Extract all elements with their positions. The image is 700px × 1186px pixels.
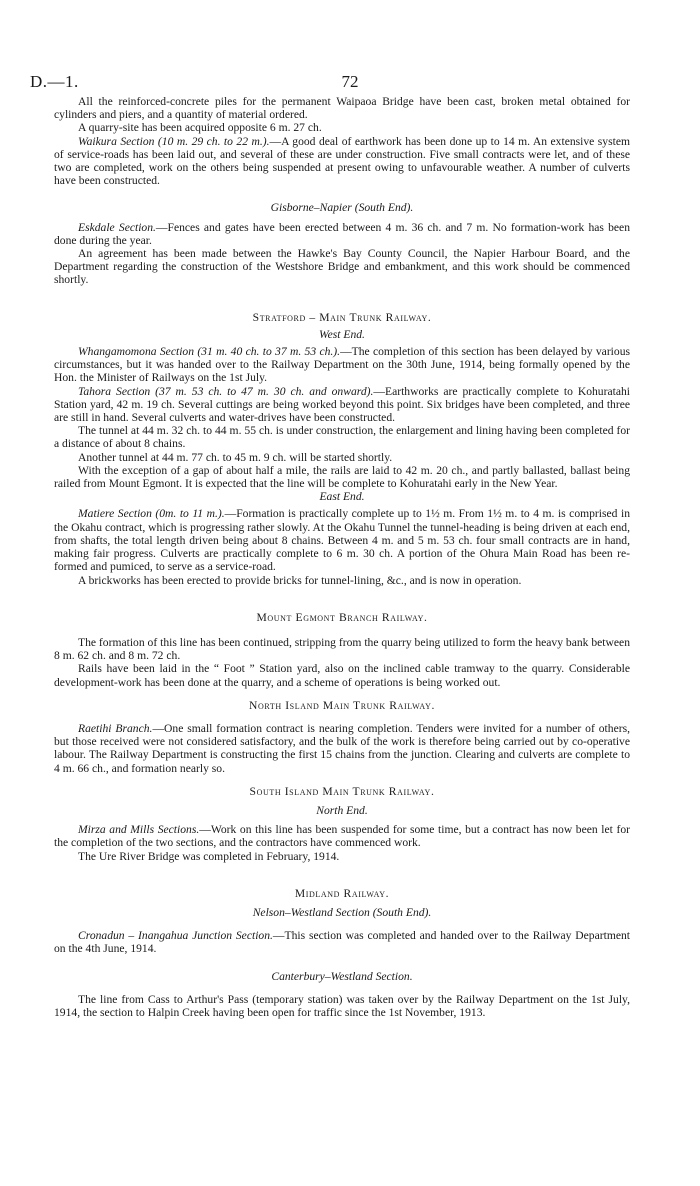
- paragraph: [54, 135, 630, 188]
- paragraph-text: —The completion of this section has been delayed by various circumstances, but it was handed over to the Railway Department on the 30th June, 1914, being formally opened by the Hon. the Minister of Railways on the 1st July.: [54, 345, 631, 385]
- paragraph: [54, 507, 630, 573]
- subheading: West End.: [319, 327, 365, 341]
- paragraph: The formation of this line has been continued, stripping from the quarry being utilized to form the heavy bank between 8 m. 62 ch. and 8 m. 72 ch.: [54, 635, 630, 663]
- paragraph: [54, 345, 630, 385]
- paragraph-text: —Earthworks are practically complete to Kohuratahi Station yard, 42 m. 19 ch. Several cuttings are being worked beyond this point. Six bridges have been completed, and three are still in hand. Several culverts and water-drives have been constructed.: [54, 384, 630, 425]
- paragraph-text: —Work on this line has been suspended for some time, but a contract has now been let for the completion of the two sections, and the contractors have commenced work.: [54, 823, 630, 850]
- paragraph: [54, 221, 630, 247]
- paragraph: An agreement has been made between the Hawke's Bay County Council, the Napier Harbour Board, and the Department regarding the construction of the Westshore Bridge and embankment, and this work should be commenced shortly.: [54, 247, 630, 287]
- section-lead: Cronadun – Inangahua Junction Section.: [78, 929, 273, 943]
- subheading: Canterbury–Westland Section.: [271, 969, 413, 983]
- paragraph: A brickworks has been erected to provide bricks for tunnel-lining, &c., and is now in operation.: [78, 573, 522, 587]
- paragraph: The tunnel at 44 m. 32 ch. to 44 m. 55 ch. is under construction, the enlargement and lining having been completed for a distance of about 8 chains.: [54, 424, 630, 451]
- page-number: 72: [341, 72, 359, 91]
- subheading: Nelson–Westland Section (South End).: [252, 905, 432, 919]
- paragraph-text: —One small formation contract is nearing completion. Tenders were invited for a number of others, but those received were not considered satisfactory, and the bulk of the work is therefore being carried out by co-operative labour. The Railway Department is constructing the first 15 chains from the junction. Clearing and culverts are complete to 4 m. 66 ch., and formation nearly so.: [54, 721, 630, 775]
- paragraph: With the exception of a gap of about half a mile, the rails are laid to 42 m. 20 ch., and partly ballasted, ballast being railed from Mount Egmont. It is expected that the line will be complete to Kohuratahi early in the New Year.: [54, 463, 630, 491]
- section-lead: Eskdale Section.: [78, 220, 156, 234]
- paragraph-text: —A good deal of earthwork has been done up to 14 m. An extensive system of service-roads has been laid out, and several of these are under construction. Five small contracts were let, and of these two are completed, work on the others being suspended at present owing to unfavourable weather. A number of culverts have been constructed.: [54, 134, 630, 188]
- section-heading: Mount Egmont Branch Railway.: [256, 610, 428, 624]
- paragraph: [54, 929, 630, 955]
- section-heading: North Island Main Trunk Railway.: [249, 698, 435, 712]
- paragraph: The Ure River Bridge was completed in February, 1914.: [78, 849, 340, 863]
- section-lead: Matiere Section (0m. to 11 m.).: [78, 507, 225, 521]
- section-lead: Raetihi Branch.: [78, 721, 153, 735]
- paragraph: Another tunnel at 44 m. 77 ch. to 45 m. 9 ch. will be started shortly.: [78, 450, 393, 464]
- section-lead: Tahora Section (37 m. 53 ch. to 47 m. 30 ch. and onward).: [78, 384, 374, 398]
- section-lead: Whangamomona Section (31 m. 40 ch. to 37 m. 53 ch.).: [78, 345, 341, 359]
- subheading: East End.: [319, 490, 365, 504]
- section-heading: Midland Railway.: [294, 886, 390, 900]
- paragraph: [54, 722, 630, 775]
- subheading: North End.: [316, 803, 368, 817]
- section-lead: Mirza and Mills Sections.: [78, 823, 200, 837]
- paragraph: The line from Cass to Arthur's Pass (temporary station) was taken over by the Railway Department on the 1st July, 1914, the section to Halpin Creek having been open for traffic since the 1st November, 1913.: [54, 992, 630, 1019]
- paragraph: A quarry-site has been acquired opposite 6 m. 27 ch.: [78, 121, 322, 135]
- subheading: Gisborne–Napier (South End).: [270, 201, 414, 215]
- document-body: [54, 95, 630, 1019]
- paragraph: Rails have been laid in the “ Foot ” Station yard, also on the inclined cable tramway to the quarry. Considerable development-work has been done at the quarry, and a scheme of operations is being worked out.: [54, 662, 630, 689]
- paragraph-text: —This section was completed and handed over to the Railway Department on the 4th June, 1914.: [54, 929, 630, 956]
- paragraph-text: —Fences and gates have been erected between 4 m. 36 ch. and 7 m. No formation-work has been done during the year.: [54, 220, 630, 247]
- paragraph-text: —Formation is practically complete up to 1½ m. From 1½ m. to 4 m. is comprised in the Okahu contract, which is progressing rather slowly. At the Okahu Tunnel the tunnel-heading is being driven at each end, from shafts, the total length driven being about 8 chains. Between 4 m. and 5 m. 53 ch. four small contracts are in hand, making fair progress. Culverts are practically complete to 6 m. 30 ch. A portion of the Ohura Main Road has been re-formed and pumiced, to serve as a service-road.: [54, 507, 630, 574]
- section-heading: Stratford – Main Trunk Railway.: [252, 310, 432, 324]
- paragraph: All the reinforced-concrete piles for the permanent Waipaoa Bridge have been cast, broken metal obtained for cylinders and piers, and a quantity of material ordered.: [54, 95, 630, 122]
- section-heading: South Island Main Trunk Railway.: [249, 784, 435, 798]
- document-code: D.—1.: [30, 72, 79, 91]
- paragraph: [54, 823, 630, 849]
- page-header: [0, 72, 700, 94]
- section-lead: Waikura Section (10 m. 29 ch. to 22 m.).: [78, 134, 270, 148]
- paragraph: [54, 385, 630, 425]
